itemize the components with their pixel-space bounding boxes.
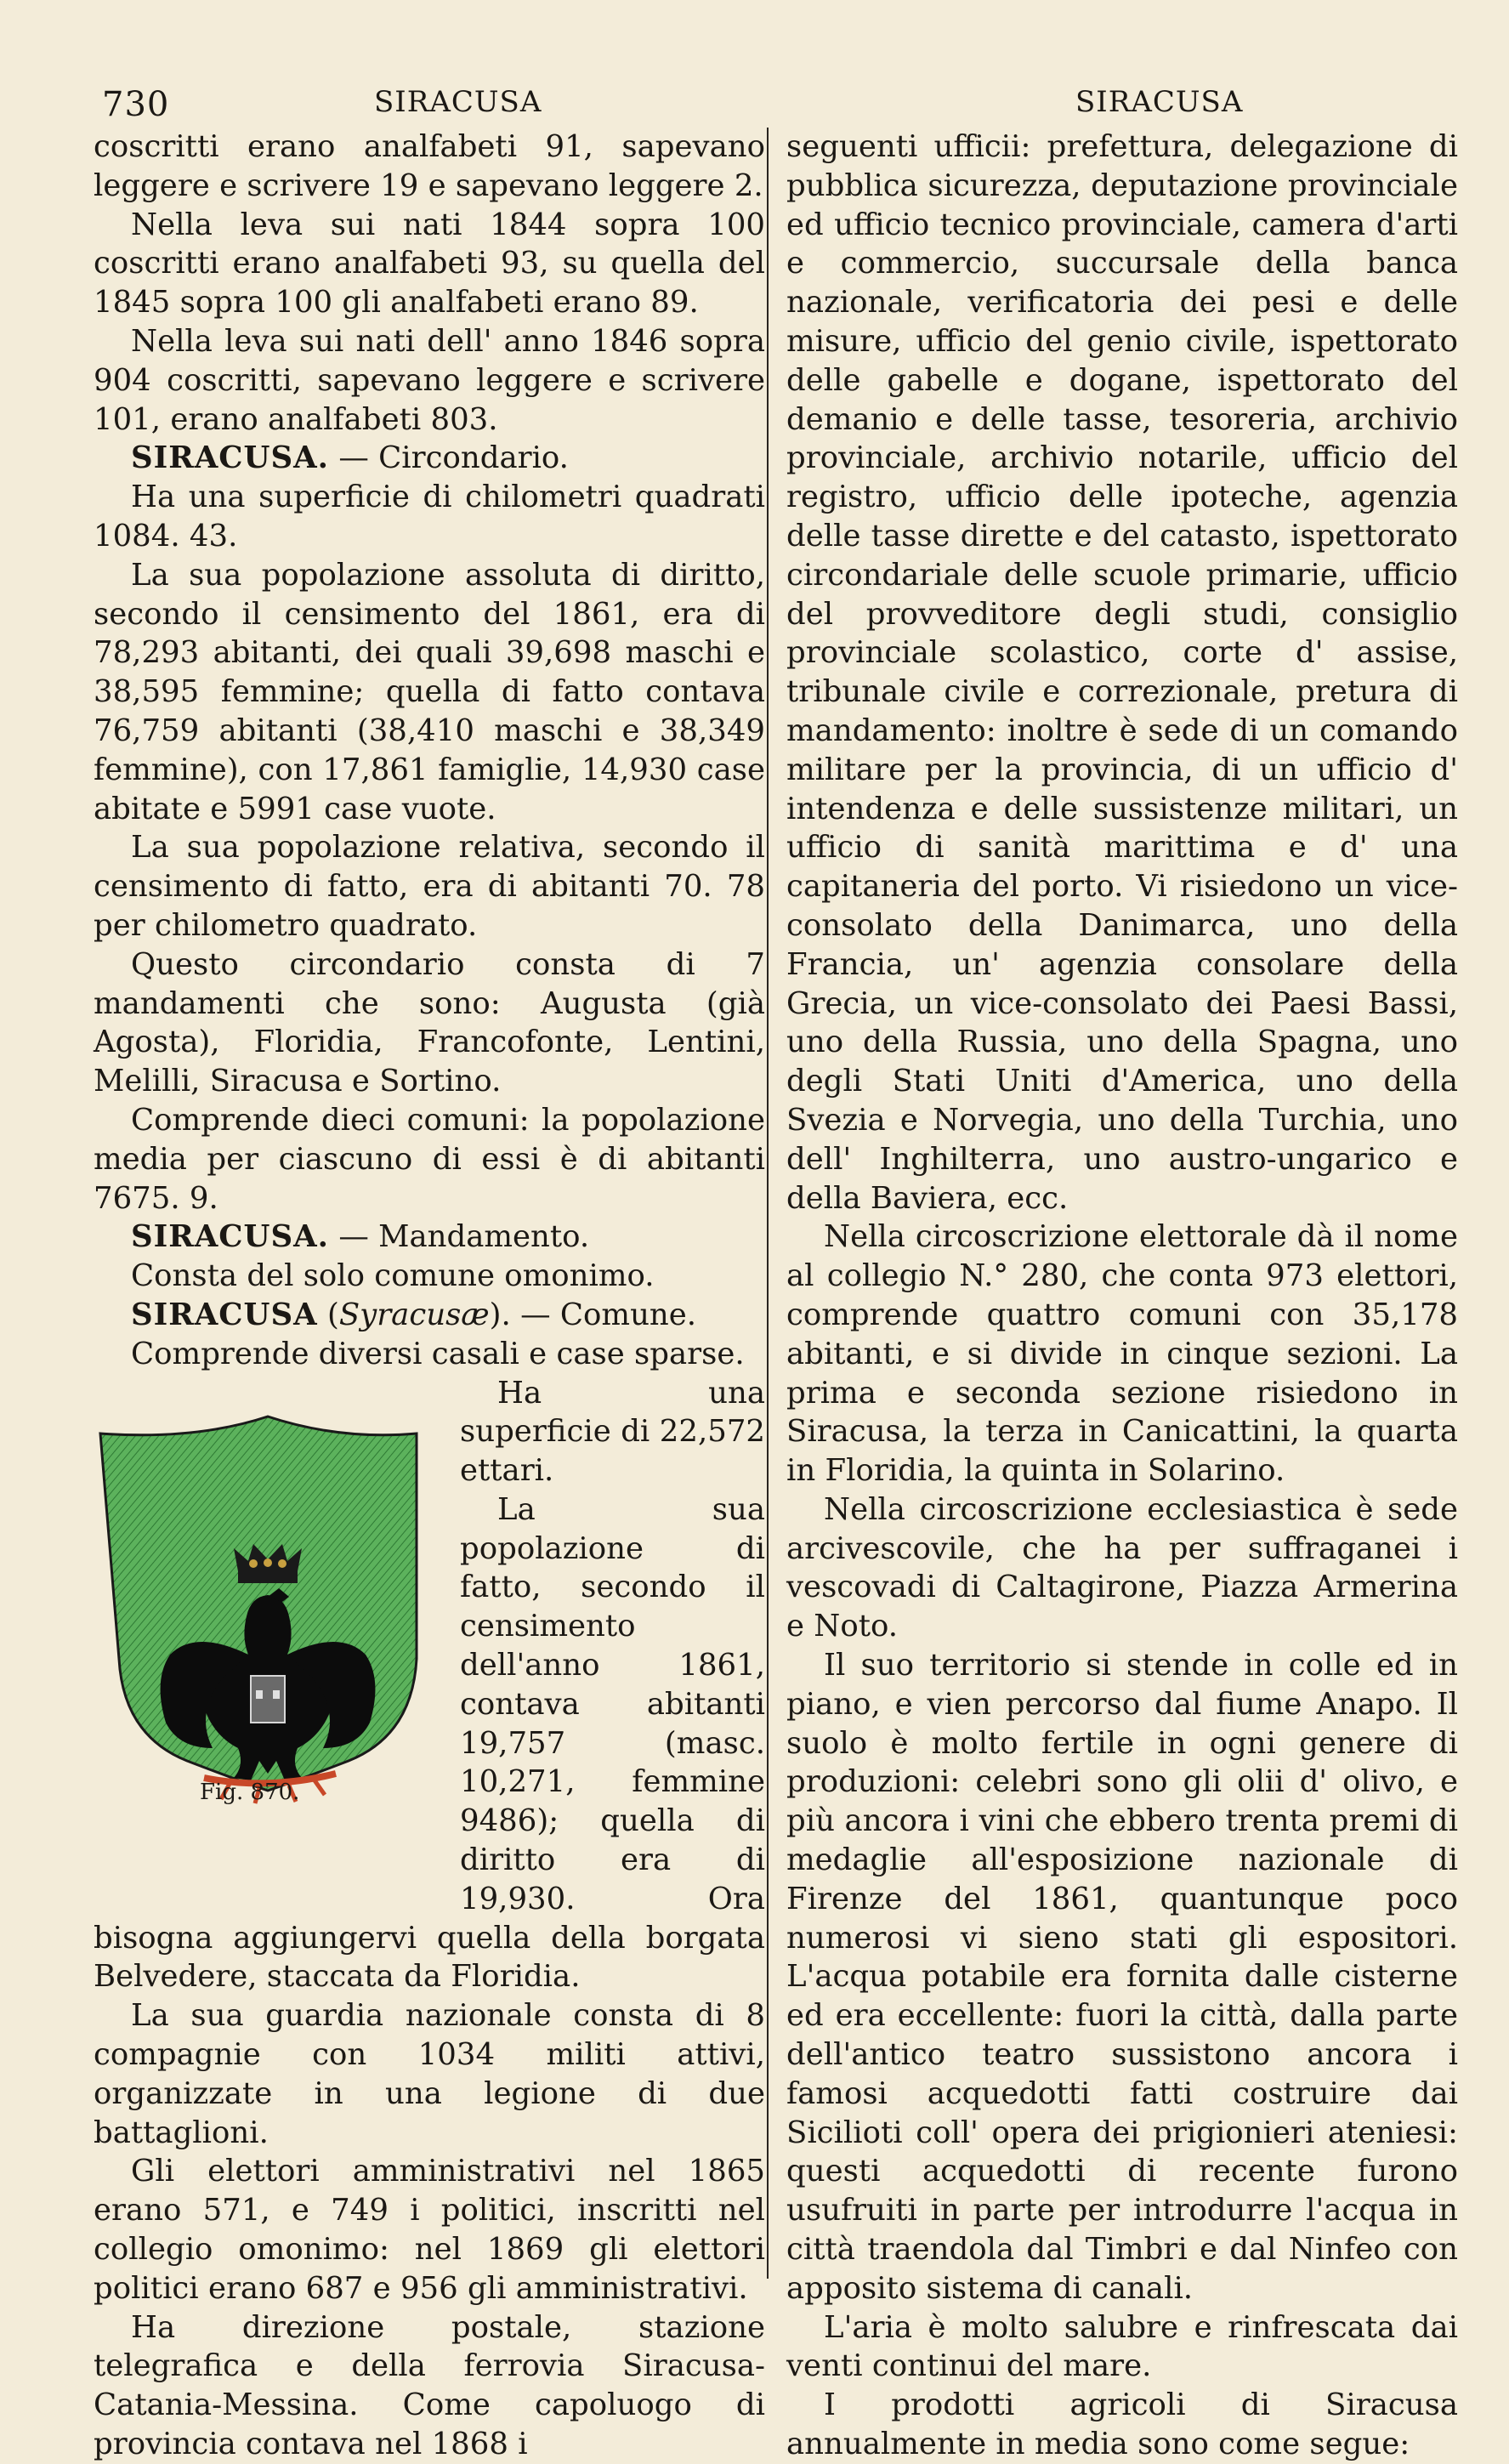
- paragraph: coscritti erano analfabeti 91, sapevano leggere e scrivere 19 e sapevano leggere 2.: [94, 129, 765, 203]
- paragraph: I prodotti agricoli di Siracusa annualmente in media sono come segue:: [786, 2387, 1458, 2462]
- paragraph: Ha una superficie di 22,572 ettari.: [460, 1375, 765, 1489]
- paragraph: Consta del solo comune omonimo.: [131, 1258, 655, 1294]
- column-divider: [767, 128, 769, 2279]
- paragraph: Il suo territorio si stende in colle ed in piano, e vien percorso dal fiume Anapo. Il suolo è molto fertile in ogni genere di produzioni: celebri sono gli olii d' olivo, e più ancora i vini che ebbero trenta premi di medaglie all'esposizione nazionale di Firenze del 1861, quantunque poco numerosi vi sieno stati gli espositori. L'acqua potabile era fornita dalle cisterne ed era eccellente: fuori la città, dalla parte dell'antico teatro sussistono ancora i famosi acquedotti fatti costruire dai Sicilioti coll' opera dei prigionieri ateniesi: questi acquedotti di recente furono usufruiti in parte per introdurre l'acqua in città traendola dal Timbri e dal Ninfeo con apposito sistema di canali.: [786, 1648, 1458, 2306]
- paragraph: Comprende dieci comuni: la popolazione media per ciascuno di essi è di abitanti 7675. 9.: [94, 1102, 765, 1216]
- running-head-left: SIRACUSA: [374, 85, 542, 119]
- right-column: [786, 128, 1458, 2464]
- latin-name: Syracusæ: [338, 1297, 490, 1332]
- heading-term: SIRACUSA.: [131, 1219, 330, 1255]
- paragraph: Nella leva sui nati dell' anno 1846 sopra 904 coscritti, sapevano leggere e scrivere 101, erano analfabeti 803.: [94, 323, 765, 437]
- page-number: 730: [102, 85, 170, 124]
- paragraph: Nella circoscrizione elettorale dà il nome al collegio N.° 280, che conta 973 elettori, comprende quattro comuni con 35,178 abitanti, e si divide in cinque sezioni. La prima e seconda sezione risiedono in Siracusa, la terza in Canicattini, la quarta in Floridia, la quinta in Solarino.: [786, 1219, 1458, 1489]
- paragraph: Comprende diversi casali e case sparse.: [131, 1336, 745, 1371]
- heading-text: — Mandamento.: [329, 1219, 590, 1255]
- heading-text: ). — Comune.: [489, 1297, 697, 1332]
- section-heading: [94, 1296, 765, 1335]
- paragraph: La sua popolazione relativa, secondo il censimento di fatto, era di abitanti 70. 78 per chilometro quadrato.: [94, 830, 765, 943]
- paragraph: seguenti ufficii: prefettura, delegazione di pubblica sicurezza, deputazione provinciale ed ufficio tecnico provinciale, camera d'arti e commercio, succursale della banca nazionale, verificatoria dei pesi e delle misure, ufficio del genio civile, ispettorato delle gabelle e dogane, ispettorato del demanio e delle tasse, tesoreria, archivio provinciale, archivio notarile, ufficio del registro, ufficio delle ipoteche, agenzia delle tasse dirette e del catasto, ispettorato circondariale delle scuole primarie, ufficio del provveditore degli studi, consiglio provinciale scolastico, corte d' assise, tribunale civile e correzionale, pretura di mandamento: inoltre è sede di un comando militare per la provincia, di un ufficio d' intendenza e delle sussistenze militari, un ufficio di sanità marittima e d' una capitaneria del porto. Vi risiedono un vice-consolato della Danimarca, uno della Francia, un' agenzia consolare della Grecia, un vice-consolato dei Paesi Bassi, uno della Russia, uno della Spagna, uno degli Stati Uniti d'America, uno della Svezia e Norvegia, uno della Turchia, uno dell' Inghilterra, uno austro-ungarico e della Baviera, ecc.: [786, 129, 1458, 1216]
- running-head-right: SIRACUSA: [1075, 85, 1244, 119]
- figure-caption: Fig. 870.: [200, 1779, 300, 1805]
- paragraph: La sua popolazione assoluta di diritto, secondo il censimento del 1861, era di 78,293 abitanti, dei quali 39,698 maschi e 38,595 femmine; quella di fatto contava 76,759 abitanti (38,410 maschi e 38,349 femmine), con 17,861 famiglie, 14,930 case abitate e 5991 case vuote.: [94, 557, 765, 826]
- paragraph: Ha una superficie di chilometri quadrati 1084. 43.: [94, 480, 765, 554]
- left-column: [94, 128, 765, 2464]
- section-heading: [94, 1218, 765, 1257]
- heading-term: SIRACUSA: [131, 1297, 318, 1332]
- paragraph: Gli elettori amministrativi nel 1865 erano 571, e 749 i politici, inscritti nel collegio omonimo: nel 1869 gli elettori politici erano 687 e 956 gli amministrativi.: [94, 2154, 765, 2306]
- heading-term: SIRACUSA.: [131, 440, 330, 476]
- section-heading: [94, 439, 765, 478]
- paragraph: Ha direzione postale, stazione telegrafica e della ferrovia Siracusa-Catania-Messina. Come capoluogo di provincia contava nel 1868 i: [94, 2309, 765, 2462]
- figure: [94, 1374, 438, 1888]
- paragraph: La sua guardia nazionale consta di 8 compagnie con 1034 militi attivi, organizzate in una legione di due battaglioni.: [94, 1998, 765, 2150]
- paragraph: La sua popolazione di fatto, secondo il censimento dell'anno 1861, contava abitanti 19,757 (masc. 10,271, femmine 9486); quella di diritto era di 19,930. Ora bisogna aggiungervi quella della borgata Belvedere, staccata da Floridia.: [94, 1491, 765, 1995]
- paragraph: Nella leva sui nati 1844 sopra 100 coscritti erano analfabeti 93, su quella del 1845 sopra 100 gli analfabeti erano 89.: [94, 207, 765, 321]
- paragraph: Questo circondario consta di 7 mandamenti che sono: Augusta (già Agosta), Floridia, Francofonte, Lentini, Melilli, Siracusa e Sortino.: [94, 946, 765, 1099]
- paragraph: Nella circoscrizione ecclesiastica è sede arcivescovile, che ha per suffraganei i vescovadi di Caltagirone, Piazza Armerina e Noto.: [786, 1491, 1458, 1644]
- heading-open: (: [317, 1297, 339, 1332]
- heading-text: — Circondario.: [329, 440, 569, 476]
- paragraph: L'aria è molto salubre e rinfrescata dai venti continui del mare.: [786, 2309, 1458, 2384]
